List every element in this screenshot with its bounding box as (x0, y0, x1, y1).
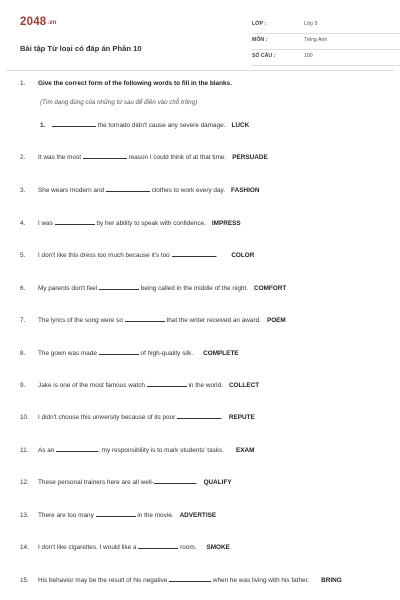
meta-row-count (252, 50, 400, 66)
question-number: 7. (20, 317, 26, 324)
answer-blank[interactable] (125, 316, 165, 322)
question-number: 6. (20, 285, 26, 292)
document-title: Bài tập Từ loại có đáp án Phần 10 (20, 44, 142, 53)
question-item (20, 413, 255, 421)
question-text-after: by her ability to speak with confidence. (94, 220, 206, 227)
question-text-after: in the movie. (135, 512, 174, 519)
question-text-before: His behavior may be the result of his negative (38, 577, 170, 584)
question-number: 5. (20, 252, 26, 259)
header-divider (6, 70, 394, 71)
question-number: 14. (20, 544, 29, 551)
question-item (20, 284, 286, 292)
question-text-after: reason I could think of at that time. (126, 154, 227, 161)
answer-blank[interactable] (52, 121, 96, 127)
meta-info (252, 18, 400, 66)
question-number: 1. (40, 122, 46, 129)
answer-blank[interactable] (99, 349, 139, 355)
question-text-before: My parents don't feel (38, 285, 99, 292)
question-number: 15. (20, 577, 29, 584)
question-text-before: There are too many (38, 512, 96, 519)
answer-blank[interactable] (154, 478, 196, 484)
answer-blank[interactable] (106, 186, 150, 192)
site-logo[interactable] (20, 16, 57, 28)
question-keyword: LUCK (231, 122, 250, 129)
answer-blank[interactable] (83, 153, 127, 159)
question-text-after: . (215, 252, 218, 259)
meta-row-class (252, 18, 400, 34)
question-item (20, 543, 230, 551)
meta-label: MÔN : (252, 37, 268, 43)
question-keyword: PERSUADE (232, 154, 268, 161)
question-text-after: the tornado didn't cause any severe damage. (96, 122, 226, 129)
question-text-before: The gown was made (38, 350, 99, 357)
question-item (20, 576, 342, 584)
question-keyword: ADVERTISE (179, 512, 217, 519)
question-text-after: . (221, 414, 223, 421)
question-text-after: that the writer received an award. (164, 317, 261, 324)
question-text-before: I didn't choose this university because of its poor (38, 414, 178, 421)
question-item (20, 219, 241, 227)
logo-text: 2048 (20, 16, 47, 28)
exercise-number: 1. (20, 80, 26, 87)
question-text-before: I don't like this dress too much because it's too (38, 252, 172, 259)
question-text-after: in the world. (186, 382, 223, 389)
answer-blank[interactable] (99, 284, 139, 290)
question-keyword: EXAM (236, 447, 255, 454)
answer-blank[interactable] (172, 251, 216, 257)
question-text-before: As an (38, 447, 57, 454)
question-number: 13. (20, 512, 29, 519)
question-keyword: QUALIFY (203, 479, 232, 486)
question-keyword: IMPRESS (211, 220, 241, 227)
answer-blank[interactable] (147, 381, 187, 387)
question-item (20, 446, 254, 454)
meta-value: 100 (304, 53, 313, 59)
page-header (20, 14, 382, 64)
question-item (20, 153, 268, 161)
question-text-after: room. (178, 544, 197, 551)
question-text-after: , my responsibility is to mark students' tasks. (98, 447, 225, 454)
question-item (20, 316, 286, 324)
answer-blank[interactable] (169, 576, 211, 582)
answer-blank[interactable] (55, 219, 95, 225)
question-text-before: I was (38, 220, 55, 227)
question-number: 4. (20, 220, 26, 227)
question-number: 8. (20, 350, 26, 357)
question-keyword: BRING (321, 577, 342, 584)
question-item (20, 349, 239, 357)
question-text-before: She wears modern and (38, 187, 106, 194)
question-number: 10. (20, 414, 29, 421)
question-text-before: The lyrics of the song were so (38, 317, 125, 324)
question-item (20, 511, 216, 519)
question-text-before: These personal trainers here are all well- (38, 479, 154, 486)
question-keyword: COLLECT (228, 382, 260, 389)
question-keyword: COMFORT (253, 285, 287, 292)
question-text-after: being called in the middle of the night. (138, 285, 248, 292)
question-text-after: clothes to work every day. (149, 187, 226, 194)
question-item (20, 478, 232, 486)
question-text-before: I don't like cigarettes. I would like a (38, 544, 139, 551)
answer-blank[interactable] (56, 446, 98, 452)
question-keyword: REPUTE (228, 414, 255, 421)
question-item (20, 381, 259, 389)
meta-value: Lớp 9 (304, 21, 318, 27)
answer-blank[interactable] (96, 511, 136, 517)
question-keyword: POEM (266, 317, 286, 324)
question-item (20, 251, 254, 259)
question-number: 11. (20, 447, 29, 454)
question-text-before: It was the most (38, 154, 83, 161)
question-item (40, 121, 249, 129)
answer-blank[interactable] (177, 413, 221, 419)
meta-label: SỐ CÂU : (252, 53, 276, 59)
question-number: 3. (20, 187, 26, 194)
question-keyword: SMOKE (206, 544, 230, 551)
meta-row-subject (252, 34, 400, 50)
meta-label: LỚP : (252, 21, 267, 27)
question-keyword: FASHION (231, 187, 260, 194)
question-text-before: Jake is one of the most famous watch (38, 382, 147, 389)
question-text-after: when he was living with his father. (211, 577, 310, 584)
meta-value: Tiếng Anh (304, 37, 328, 43)
instruction-hint: (Tìm dạng đúng của những từ sau để điền vào chỗ trống) (40, 99, 198, 106)
logo-suffix: .vn (47, 20, 57, 26)
question-keyword: COLOR (231, 252, 255, 259)
question-keyword: COMPLETE (203, 350, 239, 357)
question-text-after: . (195, 479, 198, 486)
instruction-text: Give the correct form of the following words to fill in the blanks. (38, 80, 232, 87)
question-item (20, 186, 259, 194)
answer-blank[interactable] (138, 543, 178, 549)
question-number: 12. (20, 479, 29, 486)
question-text-after: of high-quality silk. (138, 350, 194, 357)
question-number: 2. (20, 154, 26, 161)
question-number: 9. (20, 382, 26, 389)
